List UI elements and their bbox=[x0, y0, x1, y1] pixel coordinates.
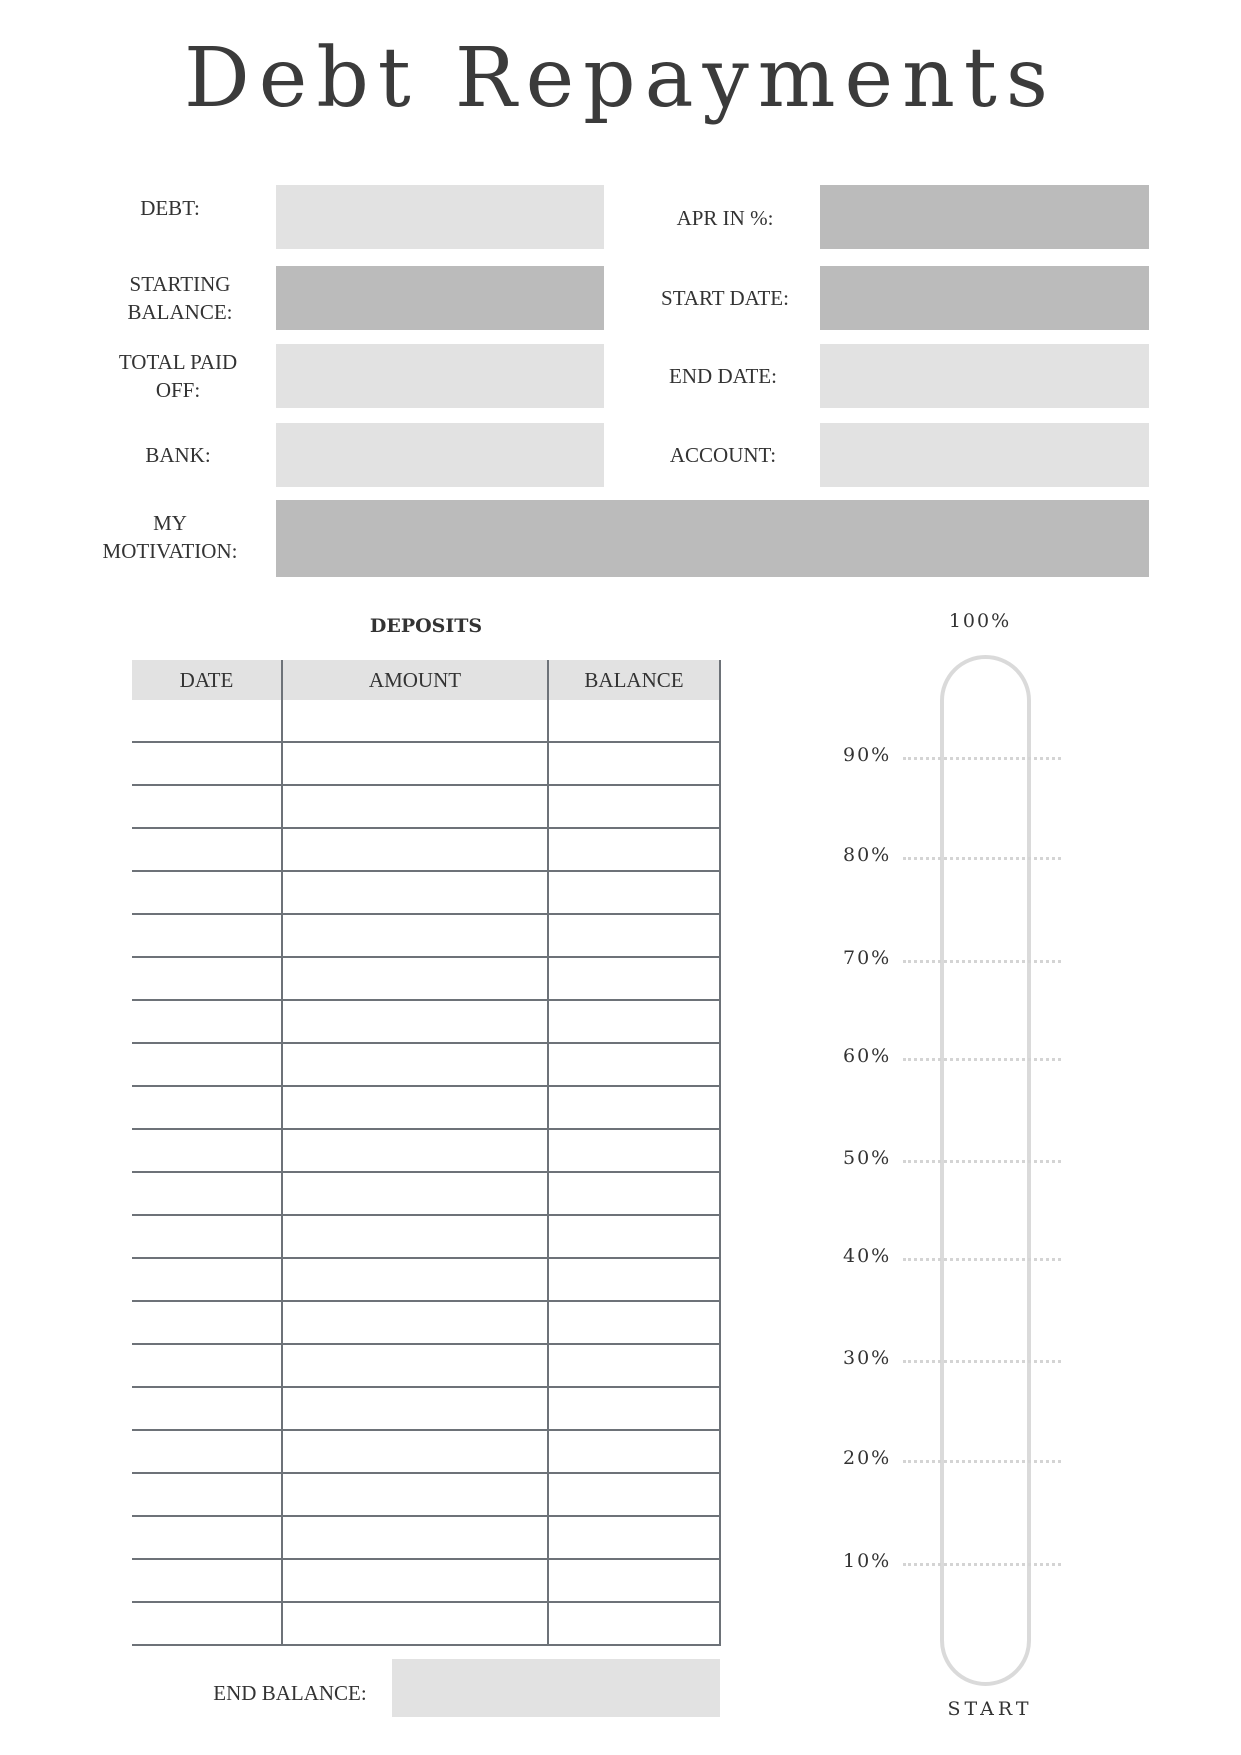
account-field[interactable] bbox=[820, 423, 1149, 487]
table-row bbox=[132, 700, 720, 742]
table-row bbox=[132, 1086, 720, 1129]
amount-cell[interactable] bbox=[282, 1000, 548, 1043]
progress-gridline bbox=[903, 960, 1061, 963]
total-paid-off-label bbox=[58, 344, 298, 408]
amount-cell[interactable] bbox=[282, 1430, 548, 1473]
starting-balance-label-line1: STARTING bbox=[129, 272, 231, 296]
table-row bbox=[132, 1387, 720, 1430]
debt-label: DEBT: bbox=[140, 196, 200, 220]
date-cell[interactable] bbox=[132, 1043, 282, 1086]
column-header-date: DATE bbox=[132, 660, 282, 700]
amount-cell[interactable] bbox=[282, 1086, 548, 1129]
starting-balance-label bbox=[60, 266, 300, 330]
bank-label: BANK: bbox=[145, 443, 211, 467]
date-cell[interactable] bbox=[132, 742, 282, 785]
progress-label-start: START bbox=[947, 1698, 1033, 1720]
amount-cell[interactable] bbox=[282, 742, 548, 785]
progress-gridline bbox=[903, 757, 1061, 760]
balance-cell[interactable] bbox=[548, 1172, 720, 1215]
progress-label: 40% bbox=[843, 1245, 892, 1267]
amount-cell[interactable] bbox=[282, 700, 548, 742]
balance-cell[interactable] bbox=[548, 785, 720, 828]
motivation-label bbox=[40, 505, 300, 569]
progress-label: 20% bbox=[843, 1447, 892, 1469]
table-row bbox=[132, 785, 720, 828]
amount-cell[interactable] bbox=[282, 871, 548, 914]
date-cell[interactable] bbox=[132, 1602, 282, 1645]
page-title: Debt Repayments bbox=[184, 31, 1057, 126]
balance-cell[interactable] bbox=[548, 828, 720, 871]
balance-cell[interactable] bbox=[548, 1473, 720, 1516]
table-row bbox=[132, 1516, 720, 1559]
motivation-field[interactable] bbox=[276, 500, 1149, 577]
end-date-label: END DATE: bbox=[669, 364, 777, 388]
balance-cell[interactable] bbox=[548, 1344, 720, 1387]
date-cell[interactable] bbox=[132, 1000, 282, 1043]
table-row bbox=[132, 1430, 720, 1473]
progress-label: 80% bbox=[843, 844, 892, 866]
progress-tube bbox=[940, 655, 1031, 1686]
balance-cell[interactable] bbox=[548, 1387, 720, 1430]
amount-cell[interactable] bbox=[282, 1043, 548, 1086]
amount-cell[interactable] bbox=[282, 957, 548, 1000]
account-label: ACCOUNT: bbox=[669, 443, 777, 467]
balance-cell[interactable] bbox=[548, 1129, 720, 1172]
table-row bbox=[132, 1258, 720, 1301]
balance-cell[interactable] bbox=[548, 700, 720, 742]
date-cell[interactable] bbox=[132, 957, 282, 1000]
starting-balance-label-line2: BALANCE: bbox=[127, 300, 233, 324]
balance-cell[interactable] bbox=[548, 1000, 720, 1043]
table-row bbox=[132, 871, 720, 914]
progress-label: 90% bbox=[843, 744, 892, 766]
date-cell[interactable] bbox=[132, 1344, 282, 1387]
progress-gridline bbox=[903, 1058, 1061, 1061]
end-balance-field[interactable] bbox=[392, 1659, 720, 1717]
column-header-amount: AMOUNT bbox=[282, 660, 548, 700]
table-row bbox=[132, 1172, 720, 1215]
total-paid-off-label-line2: OFF: bbox=[155, 378, 201, 402]
table-row bbox=[132, 1602, 720, 1645]
progress-label: 30% bbox=[843, 1347, 892, 1369]
balance-cell[interactable] bbox=[548, 1258, 720, 1301]
amount-cell[interactable] bbox=[282, 914, 548, 957]
date-cell[interactable] bbox=[132, 700, 282, 742]
amount-cell[interactable] bbox=[282, 1129, 548, 1172]
progress-gridline bbox=[903, 1460, 1061, 1463]
progress-gridline bbox=[903, 1563, 1061, 1566]
amount-cell[interactable] bbox=[282, 1559, 548, 1602]
date-cell[interactable] bbox=[132, 1559, 282, 1602]
total-paid-off-field[interactable] bbox=[276, 344, 604, 408]
bank-field[interactable] bbox=[276, 423, 604, 487]
end-balance-label: END BALANCE: bbox=[213, 1681, 367, 1705]
deposits-body bbox=[132, 700, 720, 1645]
date-cell[interactable] bbox=[132, 1215, 282, 1258]
balance-cell[interactable] bbox=[548, 1559, 720, 1602]
table-row bbox=[132, 1129, 720, 1172]
progress-label: 60% bbox=[843, 1045, 892, 1067]
apr-field[interactable] bbox=[820, 185, 1149, 249]
table-row bbox=[132, 1043, 720, 1086]
progress-label-100: 100% bbox=[948, 610, 1012, 632]
amount-cell[interactable] bbox=[282, 1258, 548, 1301]
apr-label: APR IN %: bbox=[676, 206, 774, 230]
start-date-label: START DATE: bbox=[661, 286, 789, 310]
total-paid-off-label-line1: TOTAL PAID bbox=[118, 350, 238, 374]
amount-cell[interactable] bbox=[282, 1387, 548, 1430]
date-cell[interactable] bbox=[132, 914, 282, 957]
date-cell[interactable] bbox=[132, 785, 282, 828]
progress-label: 70% bbox=[843, 947, 892, 969]
table-row bbox=[132, 1473, 720, 1516]
amount-cell[interactable] bbox=[282, 785, 548, 828]
deposits-title: DEPOSITS bbox=[369, 615, 483, 637]
table-row bbox=[132, 1344, 720, 1387]
balance-cell[interactable] bbox=[548, 1086, 720, 1129]
balance-cell[interactable] bbox=[548, 1215, 720, 1258]
balance-cell[interactable] bbox=[548, 1301, 720, 1344]
table-row bbox=[132, 1000, 720, 1043]
table-row bbox=[132, 1301, 720, 1344]
balance-cell[interactable] bbox=[548, 742, 720, 785]
balance-cell[interactable] bbox=[548, 1516, 720, 1559]
deposits-table bbox=[132, 660, 721, 1646]
deposits-header-row bbox=[132, 660, 720, 700]
starting-balance-field[interactable] bbox=[276, 266, 604, 330]
balance-cell[interactable] bbox=[548, 914, 720, 957]
date-cell[interactable] bbox=[132, 1172, 282, 1215]
amount-cell[interactable] bbox=[282, 1172, 548, 1215]
motivation-label-line1: MY bbox=[153, 511, 187, 535]
date-cell[interactable] bbox=[132, 871, 282, 914]
start-date-field[interactable] bbox=[820, 266, 1149, 330]
balance-cell[interactable] bbox=[548, 1602, 720, 1645]
date-cell[interactable] bbox=[132, 1516, 282, 1559]
end-date-field[interactable] bbox=[820, 344, 1149, 408]
amount-cell[interactable] bbox=[282, 1344, 548, 1387]
debt-field[interactable] bbox=[276, 185, 604, 249]
date-cell[interactable] bbox=[132, 1301, 282, 1344]
table-row bbox=[132, 914, 720, 957]
progress-gridline bbox=[903, 1360, 1061, 1363]
progress-label: 10% bbox=[843, 1550, 892, 1572]
date-cell[interactable] bbox=[132, 1258, 282, 1301]
progress-gridline bbox=[903, 1160, 1061, 1163]
date-cell[interactable] bbox=[132, 828, 282, 871]
balance-cell[interactable] bbox=[548, 1043, 720, 1086]
table-row bbox=[132, 1215, 720, 1258]
amount-cell[interactable] bbox=[282, 1602, 548, 1645]
date-cell[interactable] bbox=[132, 1129, 282, 1172]
amount-cell[interactable] bbox=[282, 1473, 548, 1516]
table-row bbox=[132, 957, 720, 1000]
progress-gridline bbox=[903, 857, 1061, 860]
balance-cell[interactable] bbox=[548, 1430, 720, 1473]
balance-cell[interactable] bbox=[548, 957, 720, 1000]
amount-cell[interactable] bbox=[282, 828, 548, 871]
date-cell[interactable] bbox=[132, 1387, 282, 1430]
column-header-balance: BALANCE bbox=[548, 660, 720, 700]
progress-gridline bbox=[903, 1258, 1061, 1261]
date-cell[interactable] bbox=[132, 1473, 282, 1516]
table-row bbox=[132, 1559, 720, 1602]
amount-cell[interactable] bbox=[282, 1301, 548, 1344]
motivation-label-line2: MOTIVATION: bbox=[102, 539, 238, 563]
progress-label: 50% bbox=[843, 1147, 892, 1169]
date-cell[interactable] bbox=[132, 1086, 282, 1129]
table-row bbox=[132, 828, 720, 871]
balance-cell[interactable] bbox=[548, 871, 720, 914]
amount-cell[interactable] bbox=[282, 1215, 548, 1258]
date-cell[interactable] bbox=[132, 1430, 282, 1473]
table-row bbox=[132, 742, 720, 785]
amount-cell[interactable] bbox=[282, 1516, 548, 1559]
